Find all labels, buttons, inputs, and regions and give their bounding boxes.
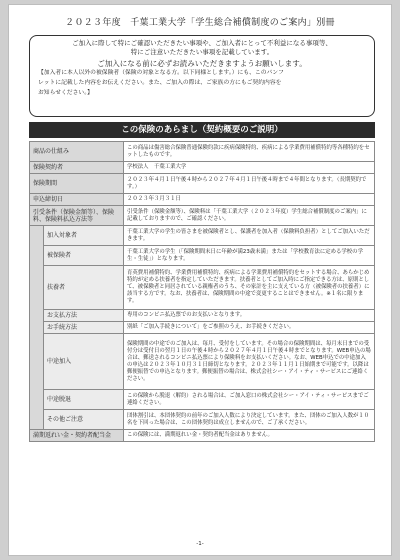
row-text: 引受条件（保険金額等）、保険料は「千葉工業大学（２０２３年度）学生総合補償制度のご案内」に記載しておりますので、ご確認ください。 <box>124 206 375 226</box>
table-row <box>30 430 375 442</box>
table-row <box>30 206 375 226</box>
table-row <box>30 310 375 322</box>
table-row <box>30 334 375 390</box>
row-text: 団体割引は、本団体契約の前年のご加入人数により決定しています。また、団体のご加入人数が１０名を下回った場合は、この団体契約は成立しませんので、ご了承ください。 <box>124 410 375 430</box>
row-label: 被保険者 <box>44 246 124 266</box>
page-number: -1- <box>196 541 204 547</box>
document-title: ２０２３年度 千葉工業大学「学生総合補償制度のご案内」別冊 <box>65 18 335 28</box>
row-text: 専用のコンビニ払込票でのお支払いとなります。 <box>124 310 375 322</box>
row-label: 扶養者 <box>44 266 124 310</box>
row-text: ２０２３年３月３１日 <box>124 194 375 206</box>
notice-line-5: レットに記載した内容をお伝えください。また、ご加入の際は、ご家族の方にもご契約内容を <box>38 80 282 86</box>
row-text: 学校法人 千葉工業大学 <box>124 162 375 174</box>
table-row <box>30 266 375 310</box>
row-text: 千葉工業大学の学生（「保険期間末日に年齢が満23歳未満」または「学校教育法に定める学校の学生・生徒」）となります。 <box>124 246 375 266</box>
table-row <box>30 194 375 206</box>
table-row <box>30 226 375 246</box>
table-row <box>30 246 375 266</box>
notice-line-1: ご加入に際して特にご確認いただきたい事項や、ご加入者にとって不利益になる事項等、 <box>72 39 332 47</box>
row-label: 申込締切日 <box>30 194 124 206</box>
table-row <box>30 162 375 174</box>
document-page <box>8 4 392 556</box>
row-text: ２０２３年４月１日午後４時から２０２７年４月１日午後４時まで４年間となります。（長期契約です。） <box>124 174 375 194</box>
notice-line-4: 【加入者に本人以外の被保険者（保険の対象となる方。以下同様とします。）にも、このパンフ <box>38 70 284 76</box>
row-text: 千葉工業大学の学生の皆さまを被保険者とし、保護者を加入者（保険料負担者）としてご加入いただきます。 <box>124 226 375 246</box>
row-label: 加入対象者 <box>44 226 124 246</box>
table-row <box>30 322 375 334</box>
notice-line-3: ご加入になる前に必ずお読みいただきますようお願いします。 <box>97 59 307 68</box>
row-label: 保険期間 <box>30 174 124 194</box>
table-row <box>30 142 375 162</box>
table-row <box>30 174 375 194</box>
notice-line-6: お知らせください。】 <box>38 90 93 96</box>
row-text: この保険には、満期返れい金・契約者配当金はありません。 <box>124 430 375 442</box>
row-text: 育英費用補償特約、学業費用補償特約、疾病による学業費用補償特約をセットする場合、あらかじめ特約が定める扶養者を指定していただきます。扶養者としてご加入時にご指定できる方は、原則として、被保険者と同居されている親権者のうち、その家計を主に支えている方（被保険者の扶養者）に該当する方です。なお、扶養者は、保険期間の中途で変更することはできません。※１名に限ります。 <box>124 266 375 310</box>
row-label: 満期返れい金・契約者配当金 <box>30 430 124 442</box>
row-label: 中途脱退 <box>44 390 124 410</box>
row-text: 保険期間の中途でのご加入は、毎月、受付をしています。その場合の保険期間は、毎月末日までの受付分は受付日の翌月１日の午後４時から２０２７年４月１日午後４時までとなります。WEB申込の場合は、郵送されるコンビニ払込票により保険料をお支払いください。なお、WEB申込での中途加入の申込は２０２３年１０月３１日締切となります。２０２３年１１月１日始期まで可能です。以降は郵便振替での申込となります。郵便振替の場合は、株式会社シー・アイ・ティ・サービスにご連絡ください。 <box>124 334 375 390</box>
contract-summary-table <box>29 141 375 442</box>
notice-line-2: 特にご注意いただきたい事項を記載しています。 <box>130 48 274 56</box>
important-notice-box <box>29 35 375 117</box>
section-title: この保険のあらまし（契約概要のご説明） <box>29 122 375 138</box>
table-row <box>30 390 375 410</box>
table-row <box>30 410 375 430</box>
row-label: 商品の仕組み <box>30 142 124 162</box>
row-text: この保険から脱退（解約）される場合は、ご加入窓口の株式会社シー・アイ・ティ・サービスまでご連絡ください。 <box>124 390 375 410</box>
row-label: その他ご注意 <box>44 410 124 430</box>
row-label: お手続方法 <box>44 322 124 334</box>
row-text: 別紙「ご加入手続きについて」をご参照のうえ、お手続きください。 <box>124 322 375 334</box>
row-label: 引受条件（保険金額等）、保険料、保険料払込方法等 <box>30 206 124 226</box>
row-label: お支払方法 <box>44 310 124 322</box>
row-label: 保険契約者 <box>30 162 124 174</box>
row-label: 中途加入 <box>44 334 124 390</box>
row-text: この商品は傷害総合保険普通保険約款に疾病保険特約、疾病による学業費用補償特約等各種特約をセットしたものです。 <box>124 142 375 162</box>
